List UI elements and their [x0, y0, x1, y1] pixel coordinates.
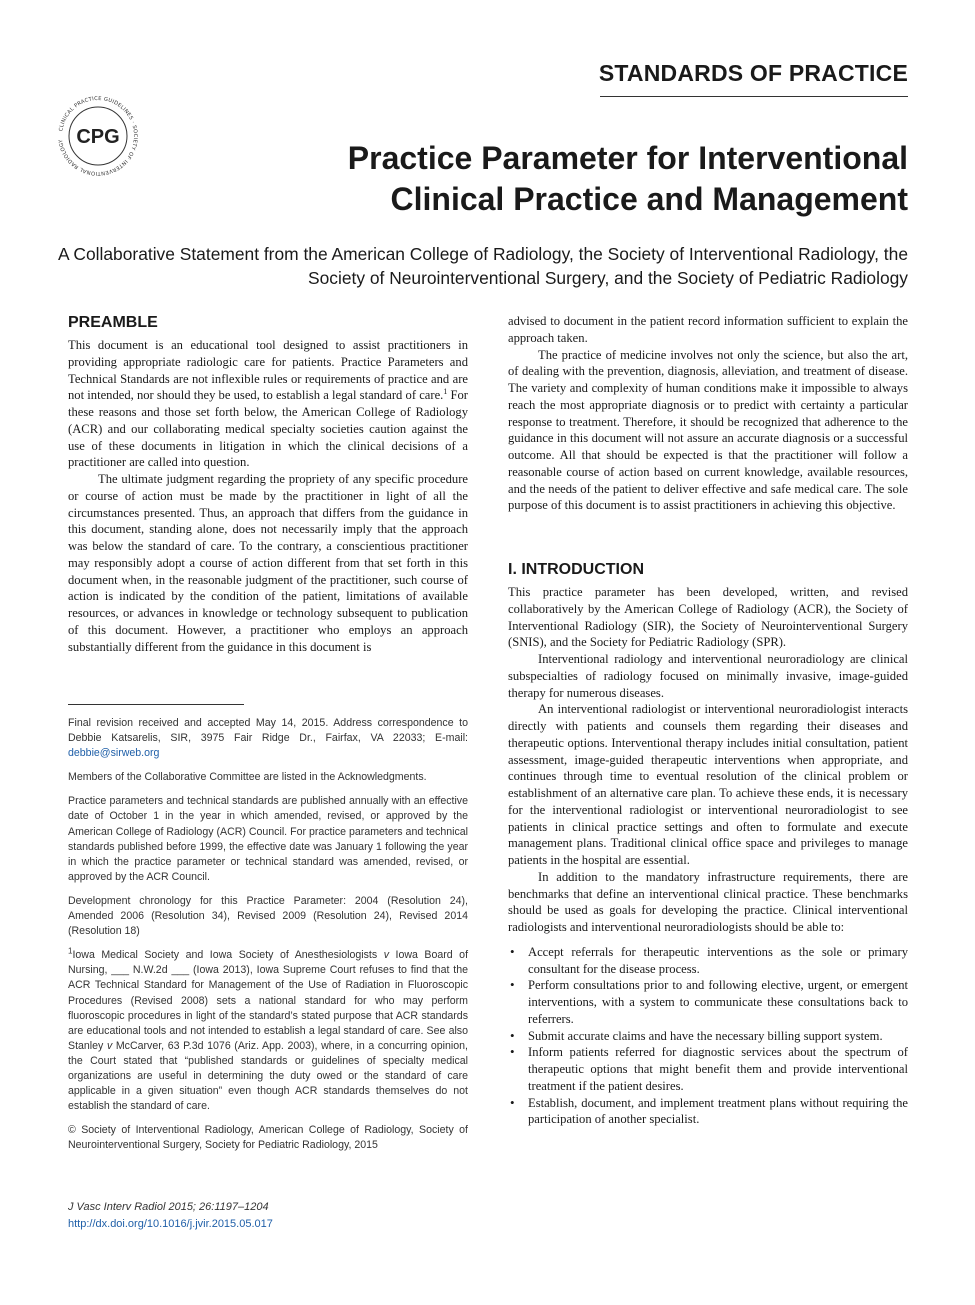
footnote-revision: Final revision received and accepted May 14, 2015. Address correspondence to Debbie Katsarelis, SIR, 3975 Fair Ridge Dr., Fairfax, VA 22033; E-mail: debbie@sirweb.org [68, 717, 469, 760]
footnotes [68, 705, 468, 1162]
list-item: • Establish, document, and implement treatment plans without requiring the participation of another specialist. [528, 1095, 908, 1129]
preamble-heading: PREAMBLE [68, 314, 158, 331]
copyright: © Society of Interventional Radiology, American College of Radiology, Society of Neurointerventional Surgery, Society for Pediatric Radiology, 2015 [68, 1124, 468, 1152]
list-item: • Inform patients referred for diagnostic services about the spectrum of therapeutic options that might benefit them and provide interventional treatment if the patient desires. [528, 1044, 908, 1094]
preamble-paragraph-2-continued: advised to document in the patient record information sufficient to explain the approach taken. [508, 314, 908, 345]
footnote-chronology: Development chronology for this Practice Parameter: 2004 (Resolution 24), Amended 2006 (Resolution 34), Revised 2009 (Resolution 24), Revised 2014 (Resolution 18) [68, 894, 468, 938]
intro-paragraph-2: Interventional radiology and interventional neuroradiology are clinical subspecialties of radiology focused on minimally invasive, image-guided therapy for numerous diseases. [508, 652, 908, 700]
footnote-rule [68, 704, 244, 705]
preamble-paragraph-3: The practice of medicine involves not only the science, but also the art, of dealing with the prevention, diagnosis, alleviation, and treatment of disease. The variety and complexity of human conditions make it impossible to always reach the most appropriate diagnosis or to predict with certainty a particular response to treatment. Therefore, it should be recognized that adherence to the guidance in this document will not assure an accurate diagnosis or a successful outcome. All that should be expected is that the practitioner will follow a reasonable course of action based on current knowledge, available resources, and the needs of the patient to deliver effective and safe medical care. The sole purpose of this document is to assist practitioners in achieving this objective. [508, 347, 908, 513]
introduction-heading: I. INTRODUCTION [508, 561, 644, 578]
citation [68, 1199, 468, 1233]
subtitle: A Collaborative Statement from the American College of Radiology, the Society of Interventional Radiology, the Society of Neurointerventional Surgery, and the Society of Pediatric Radiology [57, 244, 908, 288]
preamble-paragraph-2: The ultimate judgment regarding the propriety of any specific procedure or course of action must be made by the practitioner in light of all the circumstances presented. Thus, an approach that differs from the guidance in this document, standing alone, does not necessarily imply that the approach was below the standard of care. To the contrary, a conscientious practitioner may responsibly adopt a course of action different from that set forth in this document when, in the reasonable judgment of the practitioner, such course of action is indicated by the condition of the patient, limitations of available resources, or advances in knowledge or technology subsequent to publication of this document. However, a practitioner who employs an approach substantially different from the guidance in this document is [68, 472, 468, 654]
list-item: • Accept referrals for therapeutic interventions as the sole or primary consultant for the disease process. [528, 944, 908, 978]
intro-paragraph-3: An interventional radiologist or interventional neuroradiologist interacts directly with patients and counsels them regarding their diseases and therapeutic options. Interventional therapy includes initial consultation, patient assessment, image-guided therapeutic interventions when appropriate, and continues through time to eventual resolution of the clinical problem or establishment of an alternative care plan. To achieve these ends, it is necessary for the interventional radiologist or interventional neuroradiologist to see patients in clinical practice settings and often to formulate and execute management plans. Traditional clinical office space and privileges to manage patients in the hospital are essential. [508, 702, 908, 867]
intro-paragraph-4: In addition to the mandatory infrastructure requirements, there are benchmarks that define an interventional clinical practice. These benchmarks should be used as goals for developing the practice. Clinical interventional radiologists and interventional neuroradiologists should be able to: [508, 869, 908, 934]
list-item: • Perform consultations prior to and following elective, urgent, or emergent interventions, with a system to communicate these consultations back to referrers. [528, 977, 908, 1027]
footnote-members: Members of the Collaborative Committee are listed in the Acknowledgments. [68, 771, 427, 784]
section-rule [600, 96, 908, 97]
logo-text: CPG [76, 126, 120, 148]
left-column [68, 313, 468, 655]
title-line-2: Clinical Practice and Management [390, 181, 908, 217]
footnote-1: $^1$Iowa Medical Society and Iowa Society of Anesthesiologists v Iowa Board of Nursing, ___ N.W.2d ___ (Iowa 2013), Iowa Supreme Court refuses to find that the ACR Technical Standard for Management of the Use of Radiation in Fluoroscopic Procedures (Revised 2008) sets a national standard for who may perform fluoroscopic procedures in light of the standard’s stated purpose that ACR standards are educational tools and not intended to establish a legal standard of care. See also Stanley v McCarver, 63 P.3d 1076 (Ariz. App. 2003), where, in a concurring opinion, the Court stated that “published standards or guidelines of specialty medical organizations are useful in determining the duty owed or the standard of care applicable in a given situation” even though ACR standards themselves do not establish the standard of care. [68, 946, 469, 1113]
journal-citation: J Vasc Interv Radiol 2015; 26:1197–1204 [68, 1201, 269, 1213]
section-label: STANDARDS OF PRACTICE [598, 60, 908, 86]
email-link[interactable]: debbie@sirweb.org [68, 747, 160, 760]
title-line-1: Practice Parameter for Interventional [347, 140, 908, 176]
benchmark-list [508, 944, 908, 1128]
intro-paragraph-1: This practice parameter has been developed, written, and revised collaboratively by the American College of Radiology (ACR), the Society of Interventional Radiology (SIR), the Society of Neurointerventional Surgery (SNIS), and the Society for Pediatric Radiology (SPR). [508, 585, 908, 650]
footnote-publication: Practice parameters and technical standards are published annually with an effective date of October 1 in the year in which amended, revised, or approved by the American College of Radiology (ACR) Council. For practice parameters and technical standards published before 1999, the effective date was January 1 following the year in which the practice parameter or technical standard was amended, revised, or approved by the ACR Council. [68, 795, 468, 883]
page-title [208, 138, 908, 220]
preamble-paragraph-1: This document is an educational tool designed to assist practitioners in providing appropriate radiologic care for patients. Practice Parameters and Technical Standards are not inflexible rules or requirements of practice and are not intended, nor should they be used, to establish a legal standard of care.$^1$ For these reasons and those set forth below, the American College of Radiology (ACR) and our collaborating medical specialty societies caution against the use of these documents in litigation in which the clinical decisions of a practitioner are called into question. [68, 338, 468, 470]
doi-link[interactable]: http://dx.doi.org/10.1016/j.jvir.2015.05.017 [68, 1218, 273, 1230]
right-column [508, 313, 908, 1128]
cpg-logo [52, 90, 144, 182]
list-item: • Submit accurate claims and have the necessary billing support system. [528, 1028, 908, 1045]
logo-ring-text: CLINICAL PRACTICE GUIDELINES · SOCIETY OF INTERVENTIONAL RADIOLOGY [58, 95, 139, 177]
